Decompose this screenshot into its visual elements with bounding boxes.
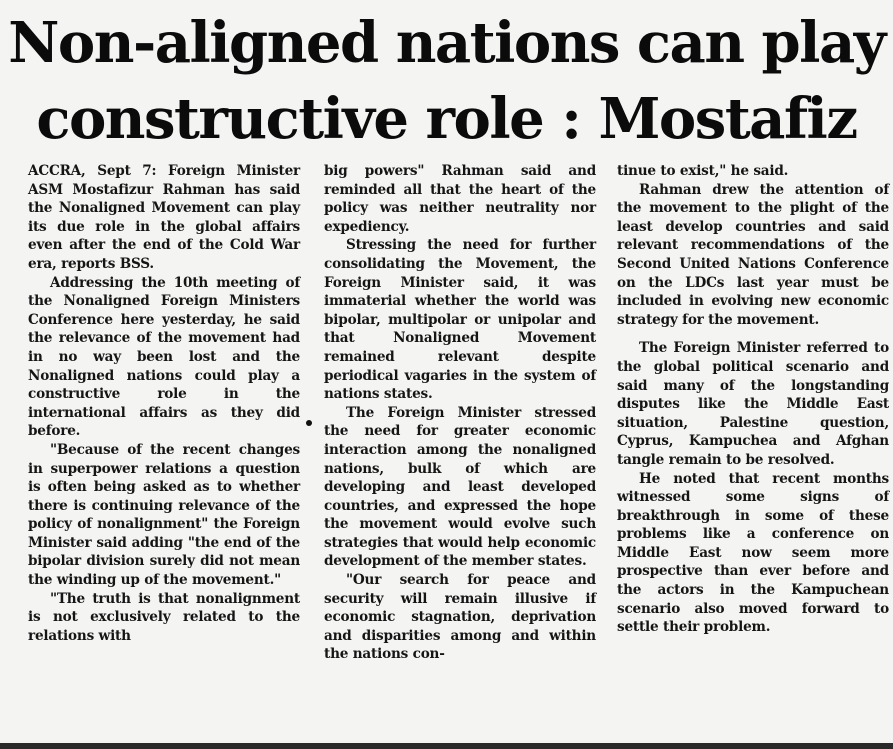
paragraph: "Our search for peace and security will remain illusive if economic stagnation, deprivation and disparities among and within the nations con- xyxy=(324,572,596,663)
column-bullet xyxy=(306,420,312,426)
article-column-3 xyxy=(617,162,889,637)
paragraph: Stressing the need for further consolidating the Movement, the Foreign Minister said, it was immaterial whether the world was bipolar, multipolar or unipolar and that Nonaligned Movement remained relevant despite periodical vagaries in the system of nations states. xyxy=(324,237,596,403)
paragraph: big powers" Rahman said and reminded all that the heart of the policy was neither neutrality nor expediency. xyxy=(324,163,596,235)
headline xyxy=(0,6,893,156)
paragraph: tinue to exist," he said. xyxy=(617,163,789,179)
article-column-2 xyxy=(324,162,596,664)
headline-line-1: Non-aligned nations can play xyxy=(8,10,885,76)
paragraph: ACCRA, Sept 7: Foreign Minister ASM Mostafizur Rahman has said the Nonaligned Movement can play its due role in the global affairs even after the end of the Cold War era, reports BSS. xyxy=(28,163,300,272)
paragraph: Rahman drew the attention of the movement to the plight of the least develop countries and said relevant recommendations of the Second United Nations Conference on the LDCs last year must be included in evolving new economic strategy for the movement. xyxy=(617,181,889,328)
paragraph: The Foreign Minister stressed the need for greater economic interaction among the nonaligned nations, bulk of which are developing and least developed countries, and expressed the hope the movement would evolve such strategies that would help economic development of the member states. xyxy=(324,404,596,570)
paragraph: He noted that recent months witnessed some signs of breakthrough in some of these problems like a conference on Middle East now seem more prospective than ever before and the actors in the Kampuchean scenario also moved forward to settle their problem. xyxy=(617,470,889,636)
headline-line-2: constructive role : Mostafiz xyxy=(36,86,857,152)
paragraph: "The truth is that nonalignment is not exclusively related to the relations with xyxy=(28,590,300,644)
paragraph: Addressing the 10th meeting of the Nonaligned Foreign Ministers Conference here yesterday, he said the relevance of the movement had in no way been lost and the Nonaligned nations could play a constructive role in the international affairs as they did before. xyxy=(28,274,300,440)
article-column-1 xyxy=(28,162,300,645)
paragraph: "Because of the recent changes in superpower relations a question is often being asked as to whether there is continuing relevance of the policy of nonalignment" the Foreign Minister said adding "the end of the bipolar division surely did not mean the winding up of the movement." xyxy=(28,441,300,589)
bottom-rule xyxy=(0,743,893,749)
paragraph: The Foreign Minister referred to the global political scenario and said many of the longstanding disputes like the Middle East situation, Palestine question, Cyprus, Kampuchea and Afghan tangle remain to be resolved. xyxy=(617,340,889,468)
